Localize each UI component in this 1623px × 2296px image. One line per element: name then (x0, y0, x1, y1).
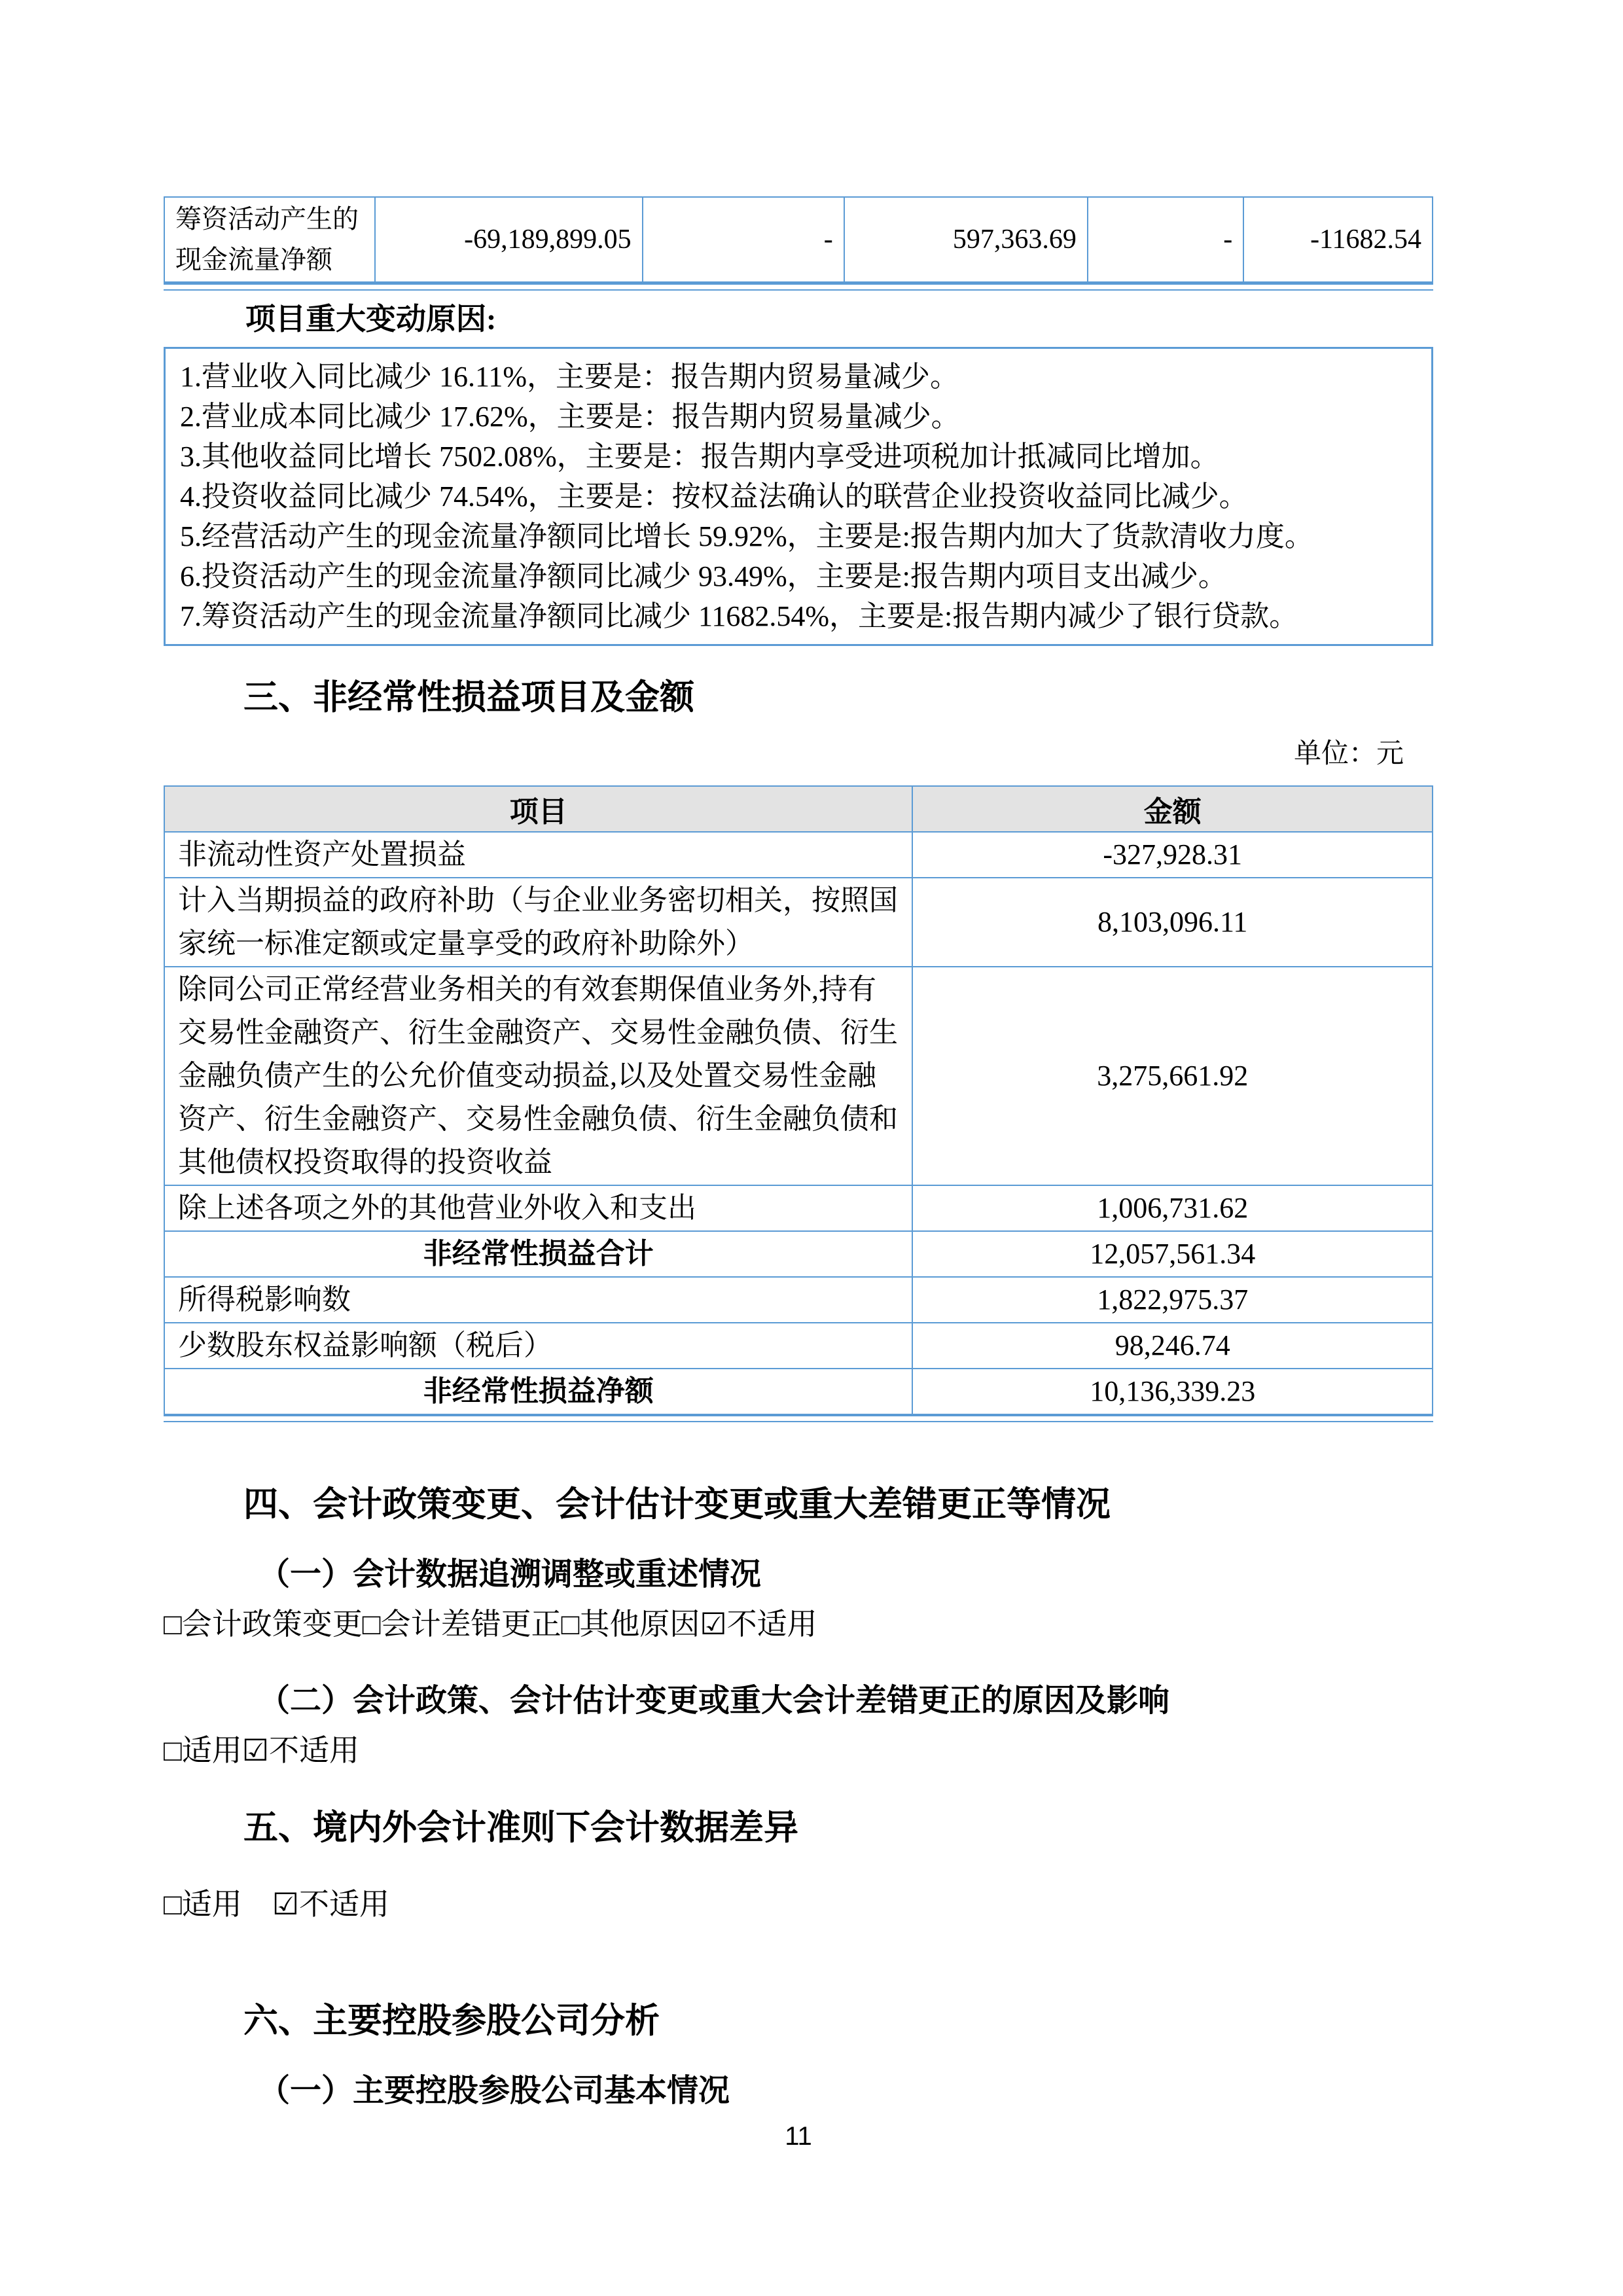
table-header-row (164, 786, 1433, 832)
table-row (164, 967, 1433, 1185)
value-cell: 597,363.69 (844, 197, 1088, 283)
section6-heading: 六、主要控股参股公司分析 (243, 2001, 660, 2040)
value-cell: -11682.54 (1243, 197, 1433, 283)
item-cell: 所得税影响数 (164, 1277, 912, 1323)
amount-cell: 12,057,561.34 (912, 1231, 1433, 1277)
item-cell: 非流动性资产处置损益 (164, 832, 912, 878)
table-bottom-rule (164, 289, 1433, 291)
table-total-row (164, 1231, 1433, 1277)
table-row (164, 197, 1433, 283)
value-cell: -69,189,899.05 (375, 197, 643, 283)
reason-item: 3.其他收益同比增长 7502.08%，主要是：报告期内享受进项税加计抵减同比增加。 (180, 440, 1219, 473)
section4-heading: 四、会计政策变更、会计估计变更或重大差错更正等情况 (243, 1485, 1111, 1524)
reason-item: 5.经营活动产生的现金流量净额同比增长 59.92%，主要是:报告期内加大了货款清收力度。 (180, 520, 1313, 552)
amount-cell: 3,275,661.92 (912, 967, 1433, 1185)
item-cell: 除同公司正常经营业务相关的有效套期保值业务外,持有交易性金融资产、衍生金融资产、交易性金融负债、衍生金融负债产生的公允价值变动损益,以及处置交易性金融资产、衍生金融资产、交易性金融负债、衍生金融负债和其他债权投资取得的投资收益 (164, 967, 912, 1185)
item-cell: 少数股东权益影响额（税后） (164, 1323, 912, 1369)
section5-heading: 五、境内外会计准则下会计数据差异 (243, 1808, 798, 1847)
amount-cell: 1,822,975.37 (912, 1277, 1433, 1323)
reasons-box (164, 347, 1433, 646)
table-row (164, 1185, 1433, 1231)
reason-item: 7.筹资活动产生的现金流量净额同比减少 11682.54%，主要是:报告期内减少了银行贷款。 (180, 600, 1298, 632)
item-cell: 非经常性损益净额 (164, 1369, 912, 1415)
item-cell: 计入当期损益的政府补助（与企业业务密切相关，按照国家统一标准定额或定量享受的政府补助除外） (164, 878, 912, 967)
amount-cell: -327,928.31 (912, 832, 1433, 878)
amount-cell: 8,103,096.11 (912, 878, 1433, 967)
table-total-row (164, 1369, 1433, 1415)
reason-item: 1.营业收入同比减少 16.11%，主要是：报告期内贸易量减少。 (180, 361, 959, 393)
table-row (164, 832, 1433, 878)
table-row (164, 878, 1433, 967)
section4-sub2-heading: （二）会计政策、会计估计变更或重大会计差错更正的原因及影响 (259, 1683, 1170, 1718)
row-label-line1: 筹资活动产生的 (175, 204, 359, 234)
section5-checkboxes: □适用 ☑不适用 (164, 1888, 390, 1921)
non-recurring-items-table (164, 785, 1433, 1416)
item-cell: 非经常性损益合计 (164, 1231, 912, 1277)
reason-item: 4.投资收益同比减少 74.54%，主要是：按权益法确认的联营企业投资收益同比减少。 (180, 480, 1248, 512)
reason-item: 2.营业成本同比减少 17.62%，主要是：报告期内贸易量减少。 (180, 401, 960, 433)
section4-sub2-checkboxes: □适用☑不适用 (164, 1734, 360, 1767)
reason-item: 6.投资活动产生的现金流量净额同比减少 93.49%，主要是:报告期内项目支出减少。 (180, 560, 1227, 592)
section3-heading: 三、非经常性损益项目及金额 (243, 678, 694, 717)
table-row (164, 1323, 1433, 1369)
row-label-line2: 现金流量净额 (175, 245, 332, 274)
value-cell: - (643, 197, 844, 283)
unit-label: 单位：元 (1293, 739, 1404, 769)
header-amount: 金额 (912, 786, 1433, 832)
section6-sub1-heading: （一）主要控股参股公司基本情况 (259, 2073, 730, 2108)
amount-cell: 98,246.74 (912, 1323, 1433, 1369)
amount-cell: 1,006,731.62 (912, 1185, 1433, 1231)
reasons-title: 项目重大变动原因: (245, 302, 497, 336)
section4-sub1-heading: （一）会计数据追溯调整或重述情况 (259, 1557, 762, 1592)
table-row (164, 1277, 1433, 1323)
row-label-cell (164, 197, 375, 283)
section4-sub1-checkboxes: □会计政策变更□会计差错更正□其他原因☑不适用 (164, 1607, 817, 1641)
cashflow-continued-table (164, 196, 1433, 285)
page-number: 11 (785, 2122, 812, 2151)
item-cell: 除上述各项之外的其他营业外收入和支出 (164, 1185, 912, 1231)
header-item: 项目 (164, 786, 912, 832)
value-cell: - (1088, 197, 1243, 283)
amount-cell: 10,136,339.23 (912, 1369, 1433, 1415)
table-bottom-rule (164, 1421, 1433, 1422)
